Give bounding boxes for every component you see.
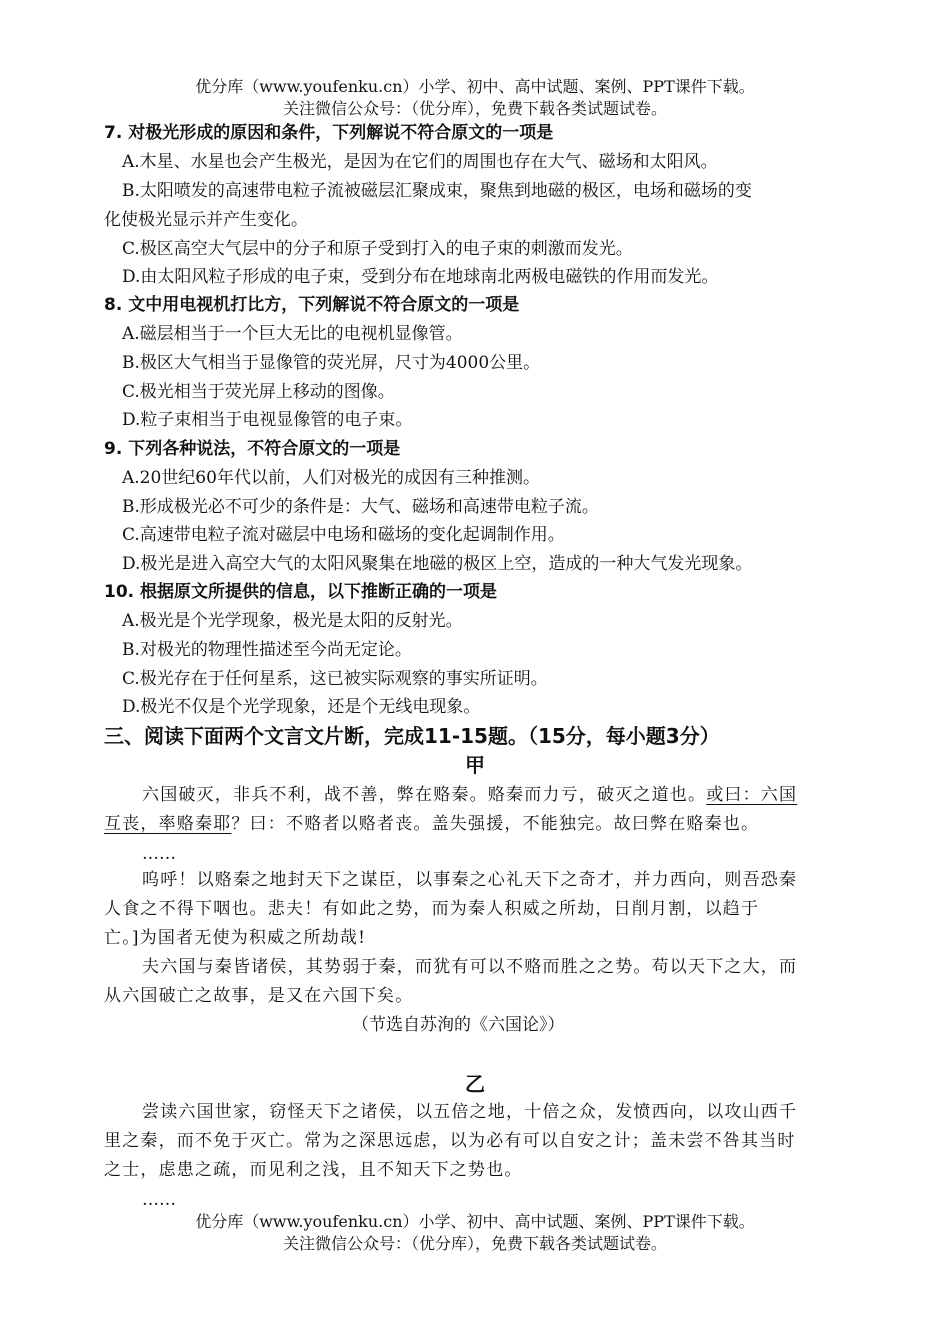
jia-paragraph-1-line-2 — [104, 812, 759, 836]
jia-source: （节选自苏洵的《六国论》） — [352, 1015, 565, 1035]
jia-paragraph-1-line-1 — [142, 783, 797, 807]
question-7-option-a: A.木星、水星也会产生极光，是因为在它们的周围也存在大气、磁场和太阳风。 — [122, 152, 718, 172]
question-8-option-d: D.粒子束相当于电视显像管的电子束。 — [122, 410, 413, 430]
yi-paragraph-1-line-2: 里之秦，而不免于灭亡。常为之深思远虑，以为必有可以自安之计；盖未尝不咎其当时 — [104, 1131, 796, 1151]
jia-p1-text-cont: ？曰：不赂者以赂者丧。盖失强援，不能独完。故曰弊在赂秦也。 — [231, 814, 760, 834]
jia-p1-text: 六国破灭，非兵不利，战不善，弊在赂秦。赂秦而力亏，破灭之道也。 — [142, 785, 707, 805]
jia-paragraph-2-line-1: 呜呼！以赂秦之地封天下之谋臣，以事秦之心礼天下之奇才，并力西向，则吾恐秦 — [142, 870, 798, 890]
question-10-option-b: B.对极光的物理性描述至今尚无定论。 — [122, 640, 412, 660]
question-9-option-b: B.形成极光必不可少的条件是：大气、磁场和高速带电粒子流。 — [122, 497, 599, 517]
jia-paragraph-3-line-1: 夫六国与秦皆诸侯，其势弱于秦，而犹有可以不赂而胜之之势。苟以天下之大，而 — [142, 957, 798, 977]
question-10-option-a: A.极光是个光学现象，极光是太阳的反射光。 — [122, 611, 463, 631]
question-8-option-a: A.磁层相当于一个巨大无比的电视机显像管。 — [122, 324, 463, 344]
question-7-option-c: C.极区高空大气层中的分子和原子受到打入的电子束的刺激而发光。 — [122, 239, 633, 259]
jia-ellipsis: …… — [142, 844, 176, 864]
question-9-option-d: D.极光是进入高空大气的太阳风聚集在地磁的极区上空，造成的一种大气发光现象。 — [122, 554, 753, 574]
jia-paragraph-2-line-3: 亡。]为国者无使为积威之所劫哉! — [104, 928, 367, 948]
question-7-option-d: D.由太阳风粒子形成的电子束，受到分布在地球南北两极电磁铁的作用而发光。 — [122, 267, 719, 287]
question-7-title: 7. 对极光形成的原因和条件，下列解说不符合原文的一项是 — [104, 123, 554, 143]
question-9-option-a: A.20世纪60年代以前，人们对极光的成因有三种推测。 — [122, 468, 540, 488]
footer-line-2: 关注微信公众号：（优分库），免费下载各类试题试卷。 — [282, 1234, 667, 1253]
jia-p1-underlined-1: 或曰：六国 — [706, 785, 798, 805]
section-3-title: 三、阅读下面两个文言文片断，完成11-15题。（15分，每小题3分） — [104, 724, 720, 748]
question-9-title: 9. 下列各种说法，不符合原文的一项是 — [104, 439, 401, 459]
question-8-option-b: B.极区大气相当于显像管的荧光屏，尺寸为4000公里。 — [122, 353, 541, 373]
question-9-option-c: C.高速带电粒子流对磁层中电场和磁场的变化起调制作用。 — [122, 525, 565, 545]
question-8-option-c: C.极光相当于荧光屏上移动的图像。 — [122, 382, 395, 402]
question-10-option-c: C.极光存在于任何星系，这已被实际观察的事实所证明。 — [122, 669, 548, 689]
yi-ellipsis: …… — [142, 1190, 176, 1210]
jia-paragraph-3-line-2: 从六国破亡之故事，是又在六国下矣。 — [104, 986, 414, 1006]
question-8-title: 8. 文中用电视机打比方，下列解说不符合原文的一项是 — [104, 295, 520, 315]
question-7-option-b-cont: 化使极光显示并产生变化。 — [104, 210, 308, 230]
question-10-title: 10. 根据原文所提供的信息，以下推断正确的一项是 — [104, 582, 498, 602]
header-line-2: 关注微信公众号：（优分库），免费下载各类试题试卷。 — [282, 99, 667, 118]
passage-yi-label: 乙 — [465, 1072, 485, 1096]
yi-paragraph-1-line-1: 尝读六国世家，窃怪天下之诸侯，以五倍之地，十倍之众，发愤西向，以攻山西千 — [142, 1102, 798, 1122]
header-line-1: 优分库（www.youfenku.cn）小学、初中、高中试题、案例、PPT课件下载。 — [195, 77, 755, 96]
jia-paragraph-2-line-2: 人食之不得下咽也。悲夫！有如此之势，而为秦人积威之所劫，日削月割，以趋于 — [104, 899, 760, 919]
question-10-option-d: D.极光不仅是个光学现象，还是个无线电现象。 — [122, 697, 481, 717]
question-7-option-b: B.太阳喷发的高速带电粒子流被磁层汇聚成束，聚焦到地磁的极区，电场和磁场的变 — [122, 181, 752, 201]
passage-jia-label: 甲 — [465, 753, 485, 777]
yi-paragraph-1-line-3: 之士，虑患之疏，而见利之浅，且不知天下之势也。 — [104, 1160, 523, 1180]
footer-line-1: 优分库（www.youfenku.cn）小学、初中、高中试题、案例、PPT课件下载。 — [195, 1212, 755, 1231]
jia-p1-underlined-2: 互丧，率赂秦耶 — [104, 814, 232, 834]
